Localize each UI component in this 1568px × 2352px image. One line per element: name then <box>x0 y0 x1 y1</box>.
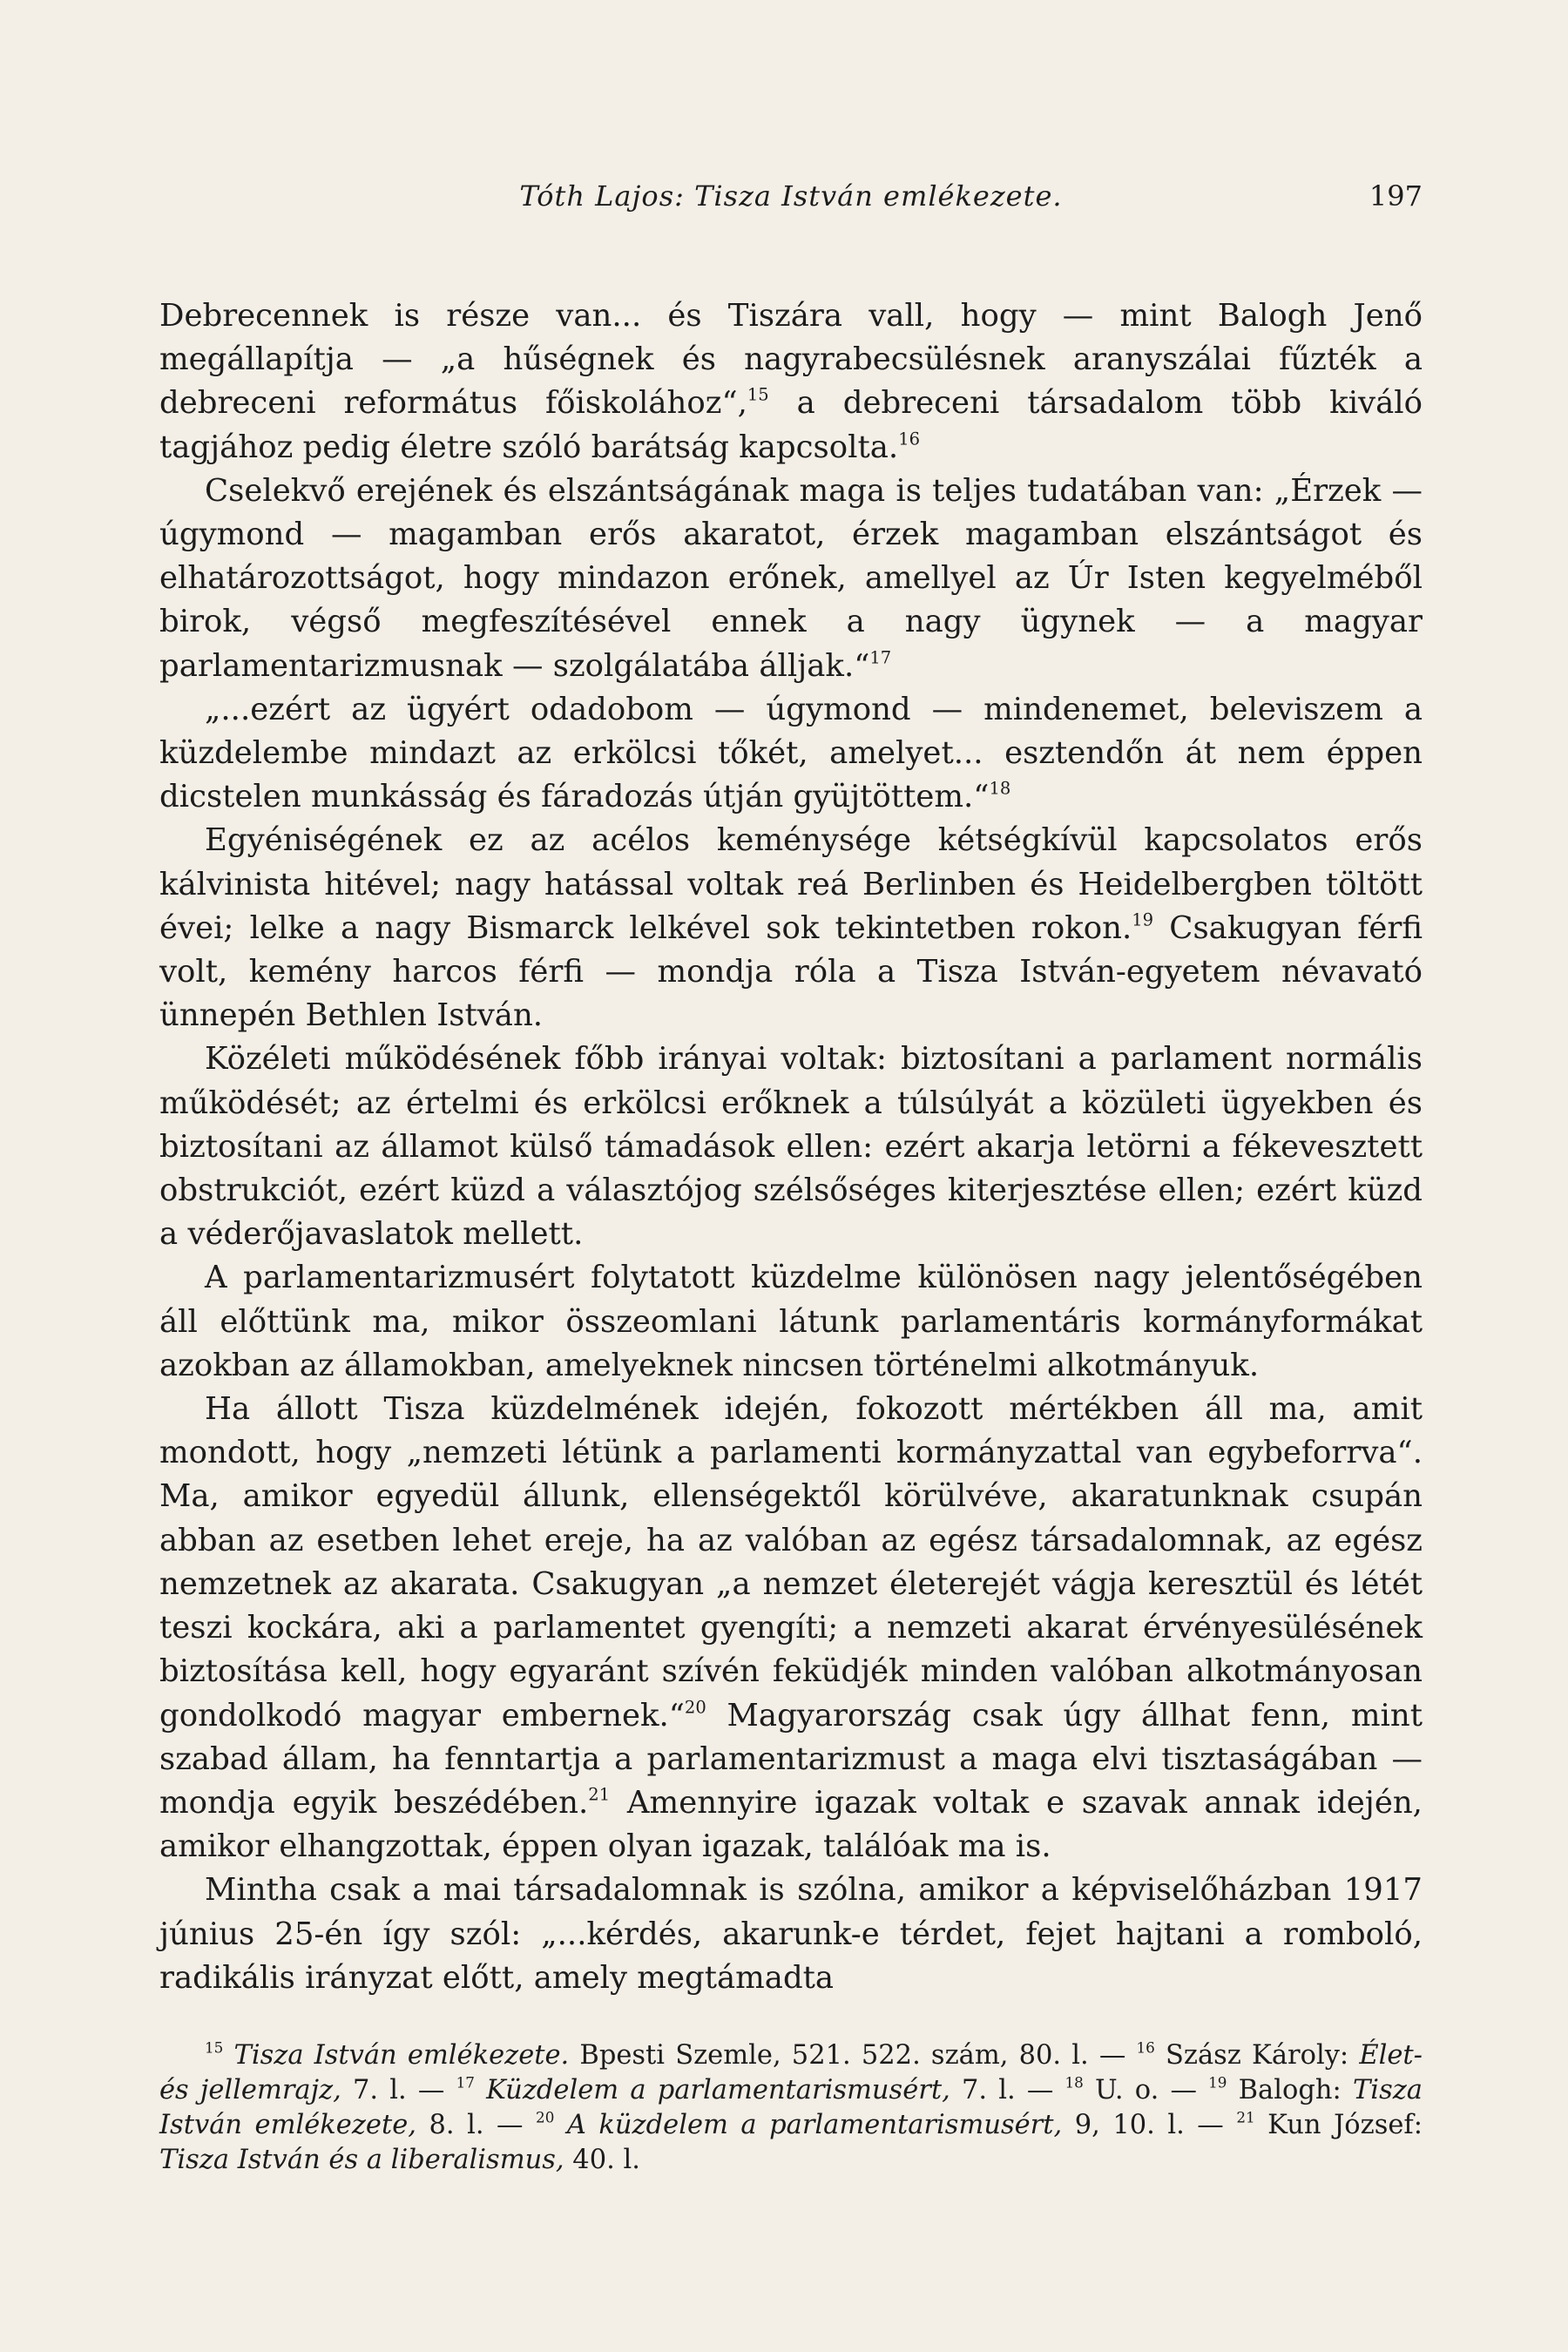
footnote-reference: 15 <box>747 384 769 405</box>
footnote-reference: 20 <box>684 1696 706 1717</box>
text-run: Csakugyan férfi volt, kemény harcos férfi — mondja róla a Tisza István-egyetem névavató ünnepén Bethlen István. <box>159 909 1423 1034</box>
running-head <box>159 174 1423 218</box>
italic-title: Tisza István emlékezete, <box>159 2074 1423 2140</box>
text-run: 8. l. — <box>416 2109 537 2140</box>
text-run: 7. l. — <box>950 2074 1065 2105</box>
footnote-reference: 17 <box>456 2073 475 2092</box>
text-run: Bpesti Szemle, 521. 522. szám, 80. l. — <box>569 2039 1137 2071</box>
text-run: Kun József: <box>1254 2109 1423 2140</box>
text-run: a debreceni társadalom több kiváló tagjához pedig életre szóló barátság kapcsolta. <box>159 385 1423 465</box>
text-run: Cselekvő erejének és elszántságának maga is teljes tudatában van: „Érzek — úgymond — magamban erős akaratot, érzek magamban elszántságot és elhatározottságot, hogy mindazon erőnek, amellyel az Úr Isten kegyelméből birok, végső megfeszítésével ennek a nagy ügynek — a magyar parlamentarizmusnak — szolgálatába álljak.“ <box>159 472 1423 684</box>
text-run: Magyarország csak úgy állhat fenn, mint szabad állam, ha fenntartja a parlamentarizmust a maga elvi tisztaságában — mondja egyik beszédében. <box>159 1697 1423 1821</box>
footnote-reference: 16 <box>1136 2038 1155 2057</box>
italic-title: Tisza István és a liberalismus, <box>159 2144 564 2175</box>
page-number: 197 <box>1369 179 1423 213</box>
text-run: Amennyire igazak voltak e szavak annak idején, amikor elhangzottak, éppen olyan igazak, találóak ma is. <box>159 1784 1423 1865</box>
text-run: 9, 10. l. — <box>1062 2109 1237 2140</box>
footnote-reference: 18 <box>989 778 1011 799</box>
paragraph <box>159 470 1423 688</box>
footnote-reference: 20 <box>536 2108 555 2126</box>
paragraph <box>159 688 1423 820</box>
footnote-reference: 19 <box>1132 909 1154 930</box>
text-run: Szász Károly: <box>1154 2039 1360 2071</box>
footnote-block <box>159 2038 1423 2178</box>
footnote-reference: 16 <box>898 428 921 449</box>
text-run: Balogh: <box>1227 2074 1353 2105</box>
italic-title: A küzdelem a parlamentarismusért, <box>554 2109 1063 2140</box>
paragraph <box>159 1388 1423 1869</box>
italic-title: Tisza István emlékezete. <box>223 2039 570 2071</box>
text-run: U. o. — <box>1083 2074 1209 2105</box>
body-text <box>159 294 1423 2000</box>
text-run: Mintha csak a mai társadalomnak is szólna, amikor a képviselőházban 1917 június 25-én így szól: „...kérdés, akarunk-e térdet, fejet hajtani a romboló, radikális irányzat előtt, amely megtámadta <box>159 1872 1423 1996</box>
footnote-reference: 21 <box>1236 2108 1255 2126</box>
paragraph <box>159 1869 1423 2000</box>
paragraph <box>159 1037 1423 1256</box>
text-run: Közéleti működésének főbb irányai voltak: biztosítani a parlament normális működését; az értelmi és erkölcsi erőknek a túlsúlyát a közületi ügyekben és biztosítani az államot külső támadások ellen: ezért akarja letörni a fékevesztett obstrukciót, ezért küzd a választójog szélsőséges kiterjesztése ellen; ezért küzd a véderőjavaslatok mellett. <box>159 1041 1423 1253</box>
footnote-reference: 15 <box>205 2038 224 2057</box>
paragraph <box>159 294 1423 470</box>
footnote-reference: 21 <box>588 1784 611 1805</box>
text-run: Debrecennek is része van... és Tiszára vall, hogy — mint Balogh Jenő megállapítja — „a hűségnek és nagyrabecsülésnek aranyszálai fűzték a debreceni református főiskolához“, <box>159 298 1423 422</box>
footnote-reference: 17 <box>869 646 892 667</box>
footnote-reference: 18 <box>1064 2073 1084 2092</box>
paragraph <box>159 819 1423 1037</box>
text-run: A parlamentarizmusért folytatott küzdelme különösen nagy jelentőségében áll előttünk ma, mikor összeomlani látunk parlamentáris kormányformákat azokban az államokban, amelyeknek nincsen történelmi alkotmányuk. <box>159 1260 1423 1383</box>
text-run: Ha állott Tisza küzdelmének idején, fokozott mértékben áll ma, amit mondott, hogy „nemzeti létünk a parlamenti kormányzattal van egybeforrva“. Ma, amikor egyedül állunk, ellenségektől körülvéve, akaratunknak csupán abban az esetben lehet ereje, ha az valóban az egész társadalomnak, az egész nemzetnek az akarata. Csakugyan „a nemzet életerejét vágja keresztül és létét teszi kockára, aki a parlamentet gyengíti; a nemzeti akarat érvényesülésének biztosítása kell, hogy egyaránt szívén feküdjék minden valóban alkotmányosan gondolkodó magyar embernek.“ <box>159 1391 1423 1734</box>
footnote-reference: 19 <box>1208 2073 1227 2092</box>
text-run: 7. l. — <box>341 2074 456 2105</box>
book-page <box>159 174 1423 2247</box>
footnotes <box>159 2038 1423 2178</box>
italic-title: Küzdelem a parlamentarismusért, <box>474 2074 950 2105</box>
paragraph <box>159 1256 1423 1388</box>
italic-title: Élet- és jellemrajz, <box>159 2039 1423 2105</box>
text-run: 40. l. <box>564 2144 640 2175</box>
running-title: Tóth Lajos: Tisza István emlékezete. <box>519 179 1063 213</box>
text-run: Egyéniségének ez az acélos keménysége kétségkívül kapcsolatos erős kálvinista hitével; nagy hatással voltak reá Berlinben és Heidelbergben töltött évei; lelke a nagy Bismarck lelkével sok tekintetben rokon. <box>159 822 1423 946</box>
text-run: „...ezért az ügyért odadobom — úgymond — mindenemet, beleviszem a küzdelembe mindazt az erkölcsi tőkét, amelyet... esztendőn át nem éppen dicstelen munkásság és fáradozás útján gyüjtöttem.“ <box>159 691 1423 815</box>
